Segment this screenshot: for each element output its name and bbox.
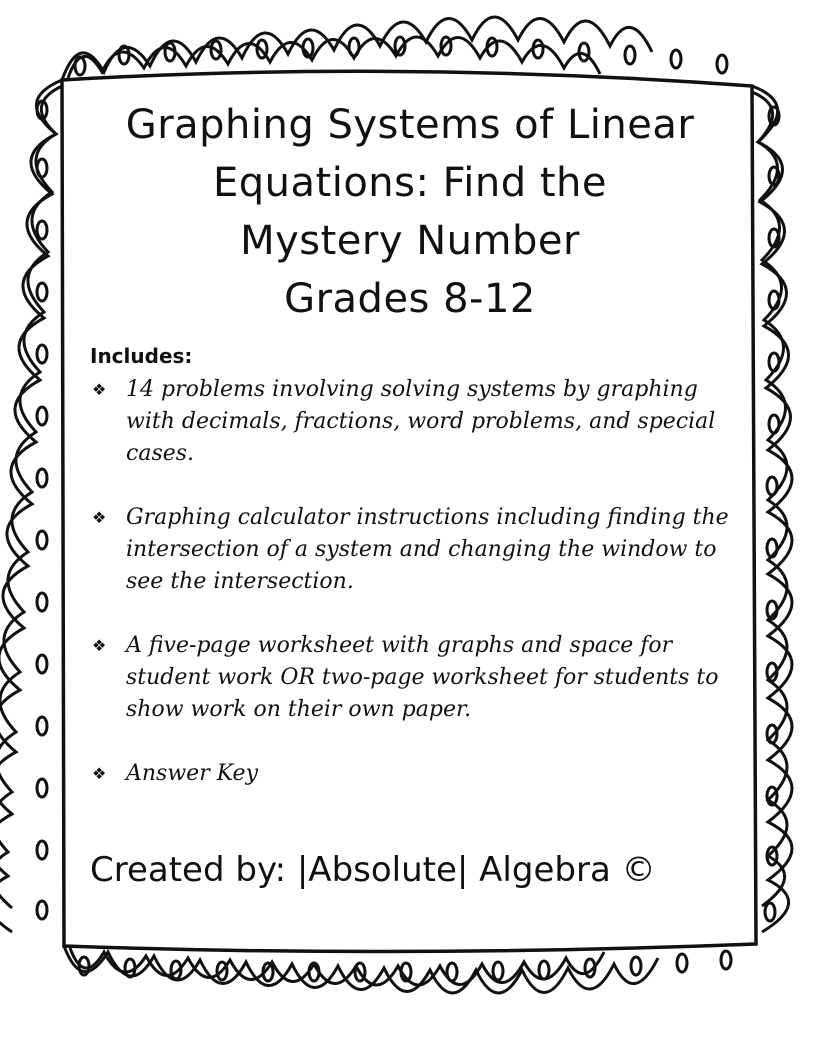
diamond-cluster-icon: ❖ [92,636,107,655]
page-title [66,96,754,328]
list-item [90,502,730,598]
grade-range: Grades 8-12 [284,276,536,322]
list-item [90,374,730,470]
author-credit: Created by: |Absolute| Algebra © [90,850,656,890]
title-line: Graphing Systems of Linear [125,102,695,148]
list-item [90,630,730,726]
item-text: Answer Key [126,761,258,786]
diamond-cluster-icon: ❖ [92,764,107,783]
item-text: 14 problems involving solving systems by graphing with decimals, fractions, word problems, and special cases. [126,377,716,466]
list-item [90,758,730,790]
item-text: Graphing calculator instructions including finding the intersection of a system and changing the window to see the intersection. [126,505,729,594]
title-line: Equations: Find the [213,160,607,206]
includes-heading: Includes: [90,344,193,368]
includes-list [90,374,730,822]
item-text: A five-page worksheet with graphs and space for student work OR two-page worksheet for students to show work on their own paper. [126,633,719,722]
title-line: Mystery Number [240,218,580,264]
diamond-cluster-icon: ❖ [92,508,107,527]
diamond-cluster-icon: ❖ [92,380,107,399]
cover-page [66,82,754,940]
